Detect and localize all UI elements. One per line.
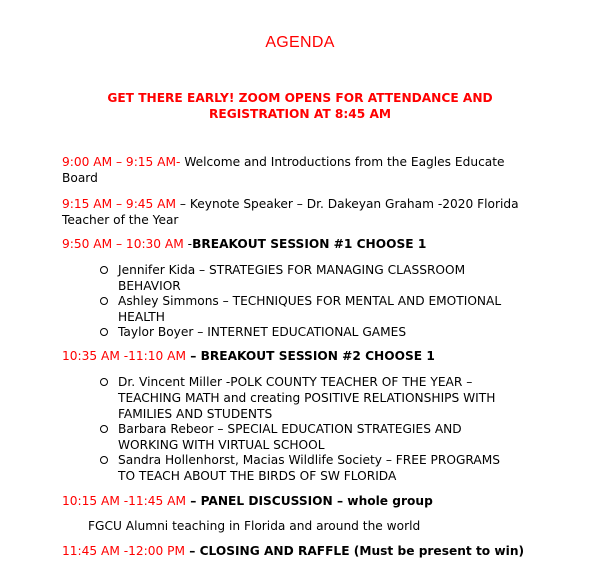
item-description: – Keynote Speaker – Dr. Dakeyan Graham -2020 Florida bbox=[176, 197, 519, 211]
notice-line-1: GET THERE EARLY! ZOOM OPENS FOR ATTENDANCE AND bbox=[107, 91, 493, 105]
session-line: Jennifer Kida – STRATEGIES FOR MANAGING CLASSROOM bbox=[118, 263, 466, 277]
list-item bbox=[118, 293, 538, 325]
agenda-item-panel bbox=[62, 493, 562, 509]
item-description-cont: Teacher of the Year bbox=[62, 213, 179, 227]
bullet-icon bbox=[100, 266, 108, 274]
session-line: BEHAVIOR bbox=[118, 279, 181, 293]
session-line: Dr. Vincent Miller -POLK COUNTY TEACHER OF THE YEAR – bbox=[118, 375, 473, 389]
session-line: FAMILIES AND STUDENTS bbox=[118, 407, 273, 421]
item-description-cont: Board bbox=[62, 171, 98, 185]
agenda-item-welcome bbox=[62, 154, 562, 186]
session-line: WORKING WITH VIRTUAL SCHOOL bbox=[118, 438, 325, 452]
time-slot: 9:15 AM – 9:45 AM bbox=[62, 197, 177, 211]
bullet-icon bbox=[100, 378, 108, 386]
bullet-icon bbox=[100, 456, 108, 464]
bullet-icon bbox=[100, 328, 108, 336]
session-title: PANEL DISCUSSION – whole group bbox=[200, 494, 433, 508]
agenda-item-closing bbox=[62, 543, 562, 559]
time-slot: 9:00 AM – 9:15 AM bbox=[62, 155, 177, 169]
panel-detail: FGCU Alumni teaching in Florida and around the world bbox=[88, 519, 421, 533]
session-line: Ashley Simmons – TECHNIQUES FOR MENTAL AND EMOTIONAL bbox=[118, 294, 502, 308]
session-line: TEACHING MATH and creating POSITIVE RELATIONSHIPS WITH bbox=[118, 391, 496, 405]
notice-line-2: REGISTRATION AT 8:45 AM bbox=[208, 107, 392, 121]
separator: – bbox=[184, 544, 200, 558]
bullet-icon bbox=[100, 425, 108, 433]
early-notice bbox=[90, 90, 510, 122]
session-title: BREAKOUT SESSION #2 CHOOSE 1 bbox=[200, 349, 435, 363]
time-slot: 10:35 AM -11:10 AM bbox=[62, 349, 186, 363]
separator: - bbox=[176, 155, 181, 169]
session-title: CLOSING AND RAFFLE (Must be present to win) bbox=[199, 544, 525, 558]
separator: – bbox=[185, 349, 201, 363]
list-item bbox=[118, 374, 538, 422]
session-line: Barbara Rebeor – SPECIAL EDUCATION STRATEGIES AND bbox=[118, 422, 462, 436]
agenda-item-keynote bbox=[62, 196, 562, 228]
session-line: Taylor Boyer – INTERNET EDUCATIONAL GAMES bbox=[118, 325, 407, 339]
agenda-title: AGENDA bbox=[265, 34, 335, 51]
separator: – bbox=[185, 494, 201, 508]
time-slot: 9:50 AM – 10:30 AM bbox=[62, 237, 184, 251]
agenda-item-breakout-2 bbox=[62, 348, 562, 364]
session-line: HEALTH bbox=[118, 310, 165, 324]
list-item bbox=[118, 452, 538, 484]
session-title: BREAKOUT SESSION #1 CHOOSE 1 bbox=[192, 237, 427, 251]
session-line: TO TEACH ABOUT THE BIRDS OF SW FLORIDA bbox=[118, 469, 397, 483]
agenda-item-line bbox=[62, 154, 562, 170]
time-slot: 10:15 AM -11:45 AM bbox=[62, 494, 186, 508]
time-slot: 11:45 AM -12:00 PM bbox=[62, 544, 185, 558]
list-item bbox=[118, 421, 538, 453]
item-description: Welcome and Introductions from the Eagles Educate bbox=[180, 155, 505, 169]
bullet-icon bbox=[100, 297, 108, 305]
agenda-item-line bbox=[62, 196, 562, 212]
separator: - bbox=[183, 237, 193, 251]
agenda-item-breakout-1 bbox=[62, 236, 562, 252]
session-line: Sandra Hollenhorst, Macias Wildlife Society – FREE PROGRAMS bbox=[118, 453, 500, 467]
list-item bbox=[118, 324, 538, 340]
list-item bbox=[118, 262, 538, 294]
